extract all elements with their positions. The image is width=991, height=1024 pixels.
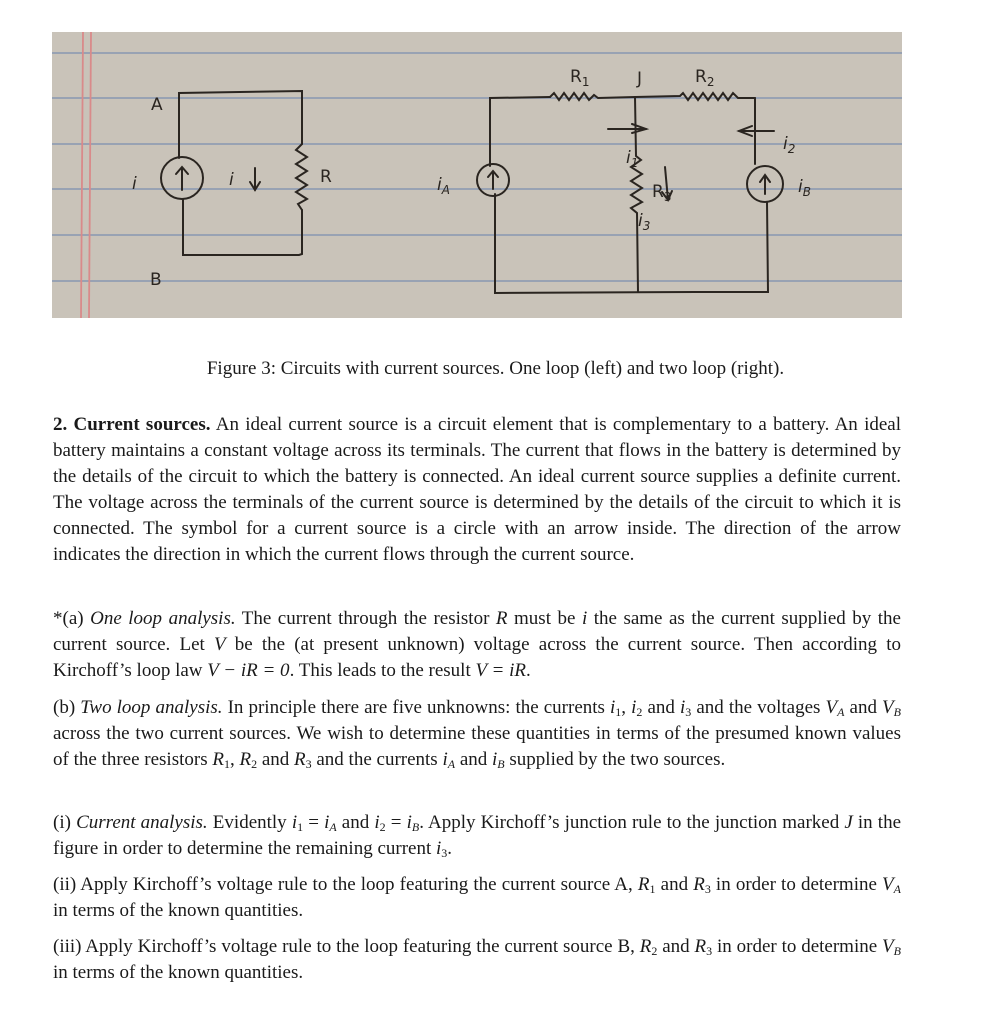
node-label-b: B	[150, 270, 162, 290]
intro-paragraph: 2. Current sources. An ideal current source is a circuit element that is complementary to a battery. An ideal battery maintains a constant voltage across its terminals. The current that flows in the battery is determined by the details of the circuit to which the battery is connected. An ideal current source supplies a definite current. The voltage across the terminals of the current source is determined by the details of the circuit to which it is connected. The symbol for a current source is a circle with an arrow inside. The direction of the arrow indicates the direction in which the current flows through the current source.	[53, 414, 902, 565]
part-a-paragraph: *(a) One loop analysis. The current through the resistor R must be i the same as the current supplied by the current source. Let V be the (at present unknown) voltage across the current source. Then according to Kirchoff’s loop law V − iR = 0. This leads to the result V = iR.	[53, 608, 901, 681]
resistor-label: R	[320, 167, 332, 187]
circuit-drawing	[52, 32, 902, 318]
part-i	[53, 810, 901, 862]
section-intro	[53, 412, 901, 568]
part-i-paragraph: (i) Current analysis. Evidently $i_1 = i_A$ and $i_2 = i_B$. Apply Kirchoff’s junction rule to the junction marked J in the figure in order to determine the remaining current $i_3$.	[53, 812, 902, 860]
ib-label: $i_B$	[798, 177, 811, 199]
ruled-lines	[52, 53, 902, 281]
i1-label: $i_1$	[626, 148, 639, 170]
figure-caption: Figure 3: Circuits with current sources. One loop (left) and two loop (right).	[206, 358, 785, 379]
section-heading: 2. Current sources.	[53, 414, 211, 435]
part-ii-paragraph: (ii) Apply Kirchoff’s voltage rule to the loop featuring the current source A, $R_1$ and $R_3$ in order to determine $V_A$ in terms of the known quantities.	[53, 874, 901, 921]
equation-result: V = iR	[475, 660, 526, 681]
one-loop-circuit	[161, 91, 307, 255]
part-iii-paragraph: (iii) Apply Kirchoff’s voltage rule to the loop featuring the current source B, $R_2$ and $R_3$ in order to determine $V_B$ in terms of the known quantities.	[53, 936, 901, 983]
part-b-paragraph: (b) Two loop analysis. In principle there are five unknowns: the currents $i_1$, $i_2$ and $i_3$ and the voltages $V_A$ and $V_B$ across the two current sources. We wish to determine these quantities in terms of the presumed known values of the three resistors $R_1$, $R_2$ and $R_3$ and the currents $i_A$ and $i_B$ supplied by the two sources.	[53, 697, 901, 771]
part-a	[53, 606, 901, 684]
i3-label: $i_3$	[638, 211, 651, 233]
part-ii	[53, 872, 901, 924]
r1-label: $R_1$	[570, 67, 590, 89]
circuit-photo	[52, 32, 902, 318]
r3-label: $R_3$	[652, 182, 672, 204]
margin-lines	[81, 32, 91, 318]
part-i-title: Current analysis.	[76, 812, 208, 833]
junction-label: J	[637, 69, 643, 89]
part-a-title: One loop analysis.	[90, 608, 236, 629]
resistor-current-label: i	[229, 170, 234, 190]
part-b-title: Two loop analysis.	[80, 697, 223, 718]
source-current-label: i	[132, 174, 137, 194]
node-label-a: A	[151, 95, 163, 115]
equation-loop-law: V − iR = 0	[207, 660, 290, 681]
part-b	[53, 695, 901, 773]
ia-label: $i_A$	[437, 175, 450, 197]
part-iii	[53, 934, 901, 986]
two-loop-circuit	[477, 93, 783, 293]
r2-label: $R_2$	[695, 67, 715, 89]
i2-label: $i_2$	[783, 134, 796, 156]
